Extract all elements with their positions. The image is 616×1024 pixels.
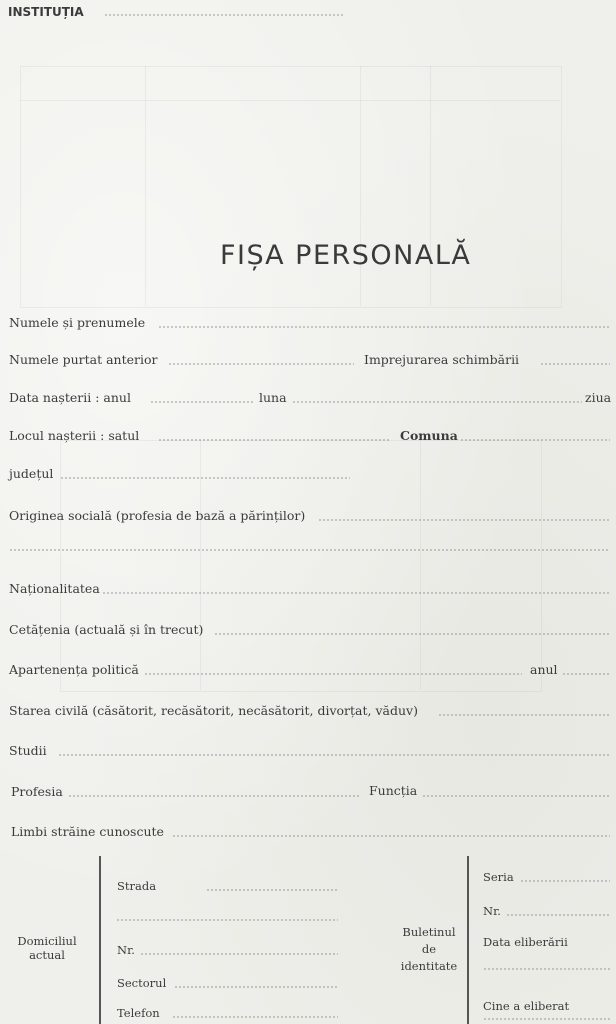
- label-judetul: județul: [9, 466, 54, 481]
- label-buletin-nr: Nr.: [483, 904, 501, 918]
- label-limbi: Limbi străine cunoscute: [11, 824, 164, 839]
- domiciliu-bracket: [99, 856, 101, 1024]
- label-locul-nasterii: Locul nașterii : satul: [9, 428, 140, 443]
- label-seria: Seria: [483, 870, 514, 884]
- label-nume-anterior: Numele purtat anterior: [9, 352, 158, 367]
- field-starea-civila[interactable]: [438, 714, 610, 716]
- field-originea[interactable]: [318, 519, 610, 521]
- label-apartenenta: Apartenența politică: [9, 662, 139, 677]
- field-studii[interactable]: [58, 754, 610, 756]
- label-data-nasterii: Data nașterii : anul: [9, 390, 131, 405]
- show-through-table: [20, 66, 562, 308]
- field-nume-prenume[interactable]: [158, 326, 610, 328]
- field-apartenenta[interactable]: [144, 673, 522, 675]
- label-nr: Nr.: [117, 943, 135, 957]
- label-starea-civila: Starea civilă (căsătorit, recăsătorit, necăsătorit, divorțat, văduv): [9, 703, 418, 718]
- domiciliu-label: [6, 934, 88, 962]
- field-nume-anterior[interactable]: [168, 363, 354, 365]
- label-originea: Originea socială (profesia de bază a părinților): [9, 508, 306, 523]
- field-originea-continued[interactable]: [9, 549, 610, 551]
- field-seria[interactable]: [520, 880, 610, 882]
- field-limbi[interactable]: [172, 835, 610, 837]
- field-telefon[interactable]: [172, 1016, 338, 1018]
- field-judetul[interactable]: [60, 477, 350, 479]
- label-cine-a-eliberat: Cine a eliberat: [483, 999, 570, 1013]
- show-through-line: [420, 440, 421, 690]
- field-nationalitatea[interactable]: [102, 592, 610, 594]
- field-sectorul[interactable]: [174, 986, 338, 988]
- field-functia[interactable]: [422, 795, 610, 797]
- field-data-eliberarii[interactable]: [483, 968, 610, 970]
- label-imprejurarea: Imprejurarea schimbării: [364, 352, 520, 367]
- label-ziua: ziua: [585, 390, 612, 405]
- buletin-label-line2: de: [421, 942, 437, 956]
- field-cine-a-eliberat[interactable]: [483, 1018, 610, 1020]
- institution-field[interactable]: [104, 14, 344, 16]
- form-title: FIȘA PERSONALĂ: [220, 240, 472, 271]
- domiciliu-label-line2: actual: [29, 948, 65, 962]
- label-profesia: Profesia: [11, 784, 63, 799]
- buletin-label-line1: Buletinul: [402, 925, 456, 939]
- institution-label: INSTITUȚIA: [8, 5, 84, 19]
- label-functia: Funcția: [369, 783, 418, 798]
- field-strada[interactable]: [206, 889, 338, 891]
- label-comuna: Comuna: [400, 428, 458, 443]
- label-nationalitatea: Naționalitatea: [9, 581, 100, 596]
- buletin-bracket: [467, 856, 469, 1024]
- label-telefon: Telefon: [117, 1006, 160, 1020]
- field-luna[interactable]: [292, 401, 582, 403]
- field-strada-continued[interactable]: [116, 919, 338, 921]
- field-nr[interactable]: [140, 953, 338, 955]
- field-satul[interactable]: [158, 439, 390, 441]
- label-nume-prenume: Numele și prenumele: [9, 315, 146, 330]
- field-anul-nasterii[interactable]: [150, 401, 254, 403]
- label-anul-apartenenta: anul: [530, 662, 558, 677]
- domiciliu-label-line1: Domiciliul: [17, 934, 77, 948]
- field-cetatenia[interactable]: [214, 633, 610, 635]
- label-studii: Studii: [9, 743, 47, 758]
- show-through-line: [145, 66, 146, 306]
- field-profesia[interactable]: [68, 795, 360, 797]
- label-sectorul: Sectorul: [117, 976, 167, 990]
- field-buletin-nr[interactable]: [506, 914, 610, 916]
- label-data-eliberarii: Data eliberării: [483, 935, 568, 949]
- buletin-label: [388, 924, 470, 975]
- label-strada: Strada: [117, 879, 157, 893]
- buletin-label-line3: identitate: [400, 959, 458, 973]
- label-luna: luna: [259, 390, 287, 405]
- field-comuna[interactable]: [460, 439, 610, 441]
- show-through-line: [20, 100, 560, 101]
- label-cetatenia: Cetățenia (actuală și în trecut): [9, 622, 204, 637]
- field-anul-apartenenta[interactable]: [562, 673, 610, 675]
- field-imprejurarea[interactable]: [540, 363, 610, 365]
